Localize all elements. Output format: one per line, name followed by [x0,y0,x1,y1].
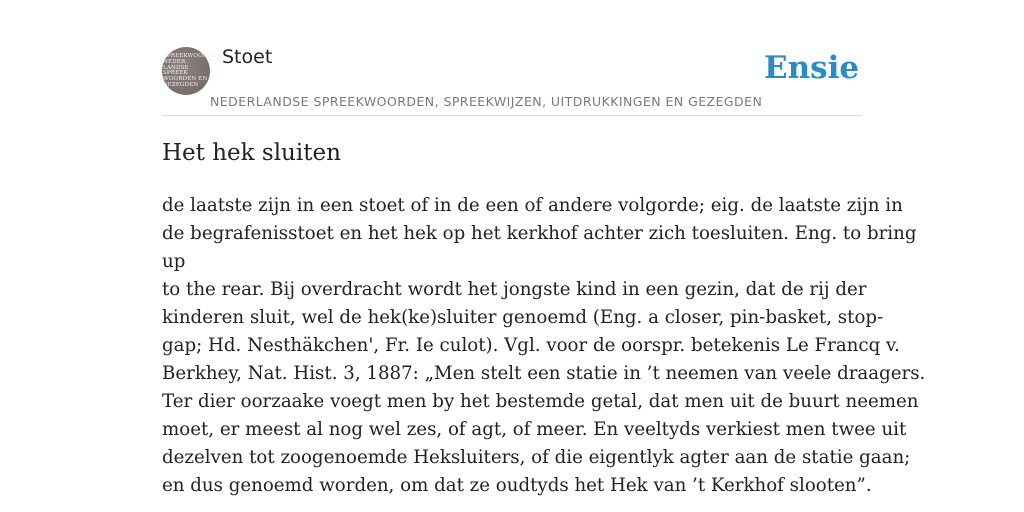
entry-body-line: de laatste zijn in een stoet of in de een of andere volgorde; eig. de laatste zijn in [162,195,903,216]
entry-title: Het hek sluiten [162,140,341,166]
entry-body-line: to the rear. Bij overdracht wordt het jongste kind in een gezin, dat de rij der [162,279,867,300]
source-name[interactable]: Stoet [222,46,273,68]
header-divider [162,115,862,116]
ensie-logo-link[interactable]: Ensie [764,50,860,86]
entry-body-line: dezelven tot zoogenoemde Heksluiters, of die eigentlyk agter aan de statie gaan; [162,447,911,468]
source-subtitle: NEDERLANDSE SPREEKWOORDEN, SPREEKWIJZEN, UITDRUKKINGEN EN GEZEGDEN [210,94,763,109]
entry-body-line: Ter dier oorzaake voegt men by het bestemde getal, dat men uit de buurt neemen [162,391,919,412]
avatar-book-cover-text: SPREEKWOORDEN NEDER- LANDSE SPREEK WOORDEN EN GEZEGDEN [163,53,221,88]
entry-body-line: de begrafenisstoet en het hek op het kerkhof achter zich toesluiten. Eng. to bring [162,223,917,244]
entry-body-line: kinderen sluit, wel de hek(ke)sluiter genoemd (Eng. a closer, pin-basket, stop- [162,307,884,328]
entry-body-line: moet, er meest al nog wel zes, of agt, of meer. En veeltyds verkiest men twee uit [162,419,907,440]
entry-body-line: gap; Hd. Nesthäkchen', Fr. Ie culot). Vgl. voor de oorspr. betekenis Le Francq v. [162,335,900,356]
source-avatar[interactable] [162,47,221,95]
entry-body [162,192,926,500]
entry-body-line: en dus genoemd worden, om dat ze oudtyds het Hek van ’t Kerkhof slooten”. [162,475,872,496]
entry-body-line: up [162,251,186,272]
entry-body-line: Berkhey, Nat. Hist. 3, 1887: „Men stelt een statie in ’t neemen van veele draagers. [162,363,926,384]
